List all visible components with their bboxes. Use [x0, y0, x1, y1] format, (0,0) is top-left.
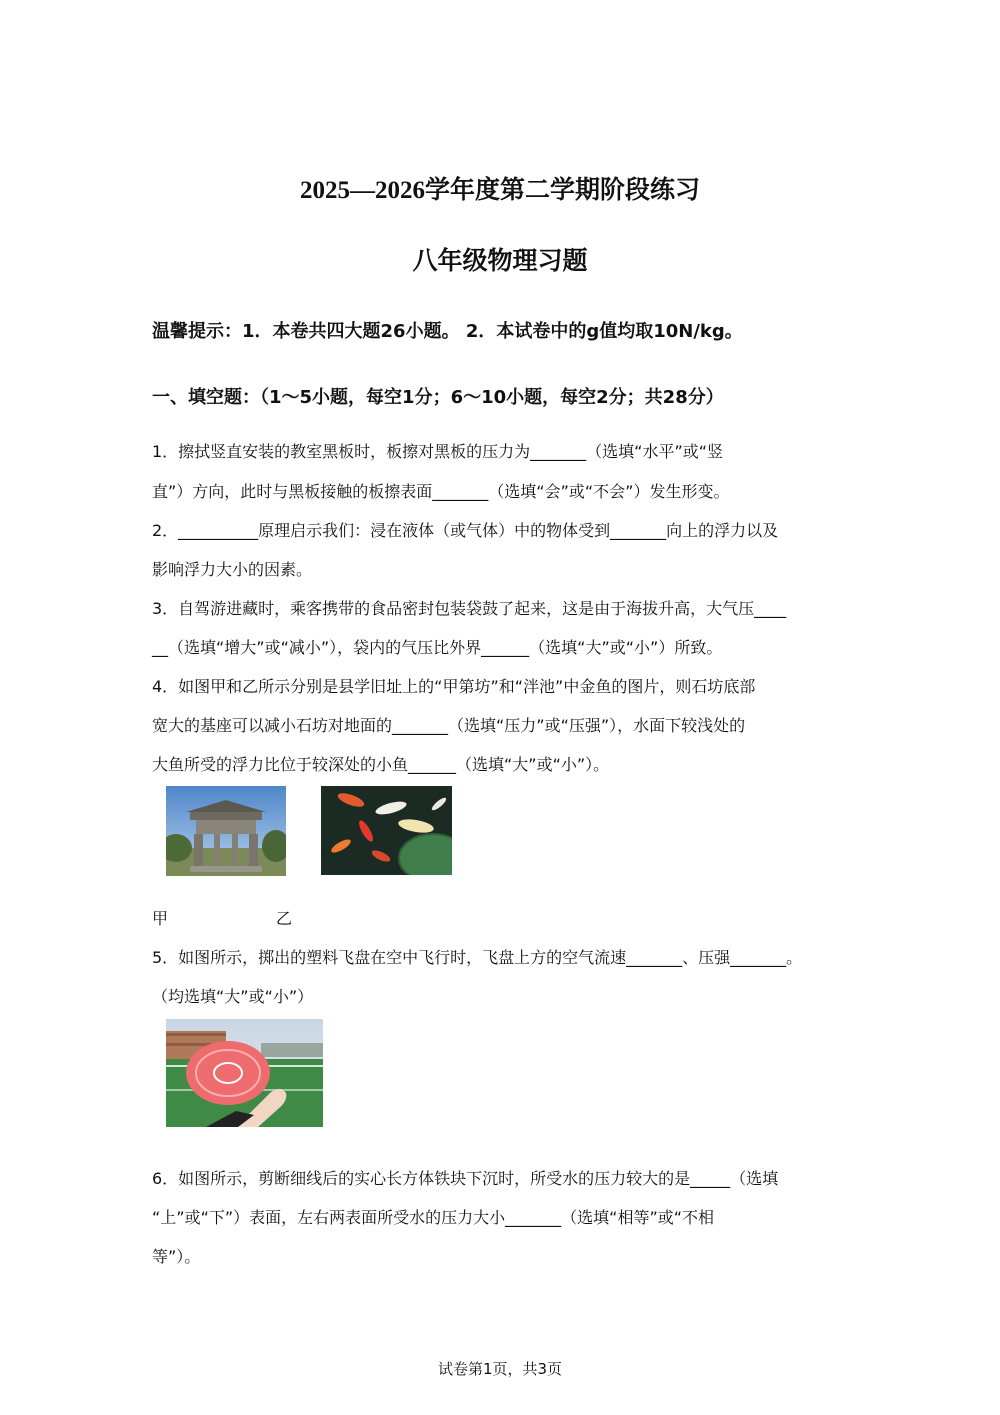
question-line: 6．如图所示，剪断细线后的实心长方体铁块下沉时，所受水的压力较大的是_____（选填: [152, 1169, 779, 1188]
question-line: 2．__________原理启示我们：浸在液体（或气体）中的物体受到_______向上的浮力以及: [152, 521, 779, 540]
question-line: 4．如图甲和乙所示分别是县学旧址上的“甲第坊”和“泮池”中金鱼的图片，则石坊底部: [152, 677, 756, 696]
question-line: 直”）方向，此时与黑板接触的板擦表面_______（选填“会”或“不会”）发生形变。: [152, 482, 730, 501]
frisbee-photo: [166, 1019, 323, 1127]
question-line: 1．擦拭竖直安装的教室黑板时，板擦对黑板的压力为_______（选填“水平”或“竖: [152, 442, 724, 461]
section-heading: 一、填空题：（1～5小题，每空1分；6～10小题，每空2分；共28分）: [152, 387, 724, 408]
question-line: 大鱼所受的浮力比位于较深处的小鱼______（选填“大”或“小”）。: [152, 755, 610, 774]
page-footer: 试卷第1页，共3页: [437, 1360, 563, 1378]
archway-photo: [166, 786, 286, 876]
question-line: （均选填“大”或“小”）: [152, 987, 314, 1006]
koi-pond-photo: [321, 786, 452, 875]
question-line: 影响浮力大小的因素。: [152, 560, 313, 579]
question-line: 宽大的基座可以减小石坊对地面的_______（选填“压力”或“压强”），水面下较浅处的: [152, 716, 746, 735]
notice: 温馨提示：1．本卷共四大题26小题。 2．本试卷中的g值均取10N/kg。: [152, 321, 743, 342]
figure-caption-b: 乙: [276, 909, 293, 928]
question-line: “上”或“下”）表面，左右两表面所受水的压力大小_______（选填“相等”或“不相: [152, 1208, 715, 1227]
figure-caption-a: 甲: [152, 909, 169, 928]
exam-subtitle: 八年级物理习题: [412, 248, 588, 275]
question-line: 3．自驾游进藏时，乘客携带的食品密封包装袋鼓了起来，这是由于海拔升高，大气压____: [152, 599, 787, 618]
exam-title: 2025—2026学年度第二学期阶段练习: [299, 177, 700, 204]
question-line: 5．如图所示，掷出的塑料飞盘在空中飞行时，飞盘上方的空气流速_______、压强_______。: [152, 948, 803, 967]
question-line: 等”）。: [152, 1247, 201, 1266]
question-line: __（选填“增大”或“减小”），袋内的气压比外界______（选填“大”或“小”）所致。: [152, 638, 723, 657]
